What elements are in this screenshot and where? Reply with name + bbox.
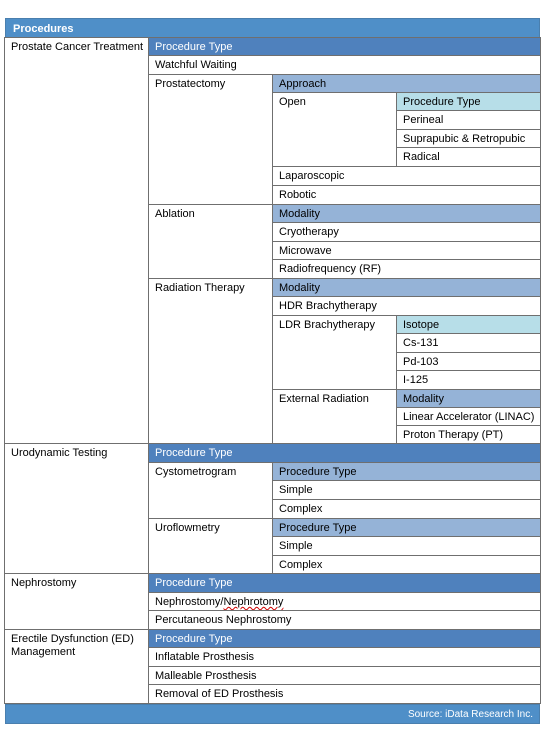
cell-open: Open [272,92,397,167]
cell-suprapubic-retropubic: Suprapubic & Retropubic [396,129,541,148]
header-modality: Modality [272,278,541,297]
group-prostate-cancer-treatment: Prostate Cancer Treatment [4,37,149,444]
cell-complex: Complex [272,555,541,574]
cell-robotic: Robotic [272,185,541,205]
cell-simple: Simple [272,536,541,556]
cell-pd-103: Pd-103 [396,352,541,371]
cell-inflatable-prosthesis: Inflatable Prosthesis [148,647,541,667]
cell-cs-131: Cs-131 [396,333,541,353]
cell-nephrostomy-nephrotomy: Nephrostomy/Nephrotomy [148,592,541,611]
header-modality: Modality [272,204,541,223]
cell-complex: Complex [272,499,541,519]
group-nephrostomy: Nephrostomy [4,573,149,630]
cell-radical: Radical [396,147,541,167]
cell-linac: Linear Accelerator (LINAC) [396,407,541,426]
cell-cryotherapy: Cryotherapy [272,222,541,242]
header-procedure-type: Procedure Type [272,518,541,537]
cell-radiation-therapy: Radiation Therapy [148,278,273,444]
cell-microwave: Microwave [272,241,541,260]
cell-external-radiation: External Radiation [272,389,397,444]
spellcheck-underline: Nephrotomy [223,596,284,608]
procedures-table [5,18,540,724]
cell-uroflowmetry: Uroflowmetry [148,518,273,574]
group-ed-management: Erectile Dysfunction (ED) Management [4,629,149,704]
cell-malleable-prosthesis: Malleable Prosthesis [148,666,541,685]
cell-hdr-brachytherapy: HDR Brachytherapy [272,296,541,316]
header-modality: Modality [396,389,541,408]
cell-prostatectomy: Prostatectomy [148,74,273,205]
group-urodynamic-testing: Urodynamic Testing [4,443,149,574]
cell-proton-therapy: Proton Therapy (PT) [396,425,541,444]
cell-simple: Simple [272,480,541,500]
cell-ldr-brachytherapy: LDR Brachytherapy [272,315,397,390]
cell-watchful-waiting: Watchful Waiting [148,55,541,75]
header-procedure-type: Procedure Type [148,443,541,463]
cell-i-125: I-125 [396,370,541,390]
cell-percutaneous-nephrostomy: Percutaneous Nephrostomy [148,610,541,630]
table-title: Procedures [5,18,540,38]
header-approach: Approach [272,74,541,93]
header-procedure-type: Procedure Type [148,629,541,648]
header-isotope: Isotope [396,315,541,334]
header-procedure-type: Procedure Type [272,462,541,481]
cell-perineal: Perineal [396,110,541,130]
header-procedure-type: Procedure Type [396,92,541,111]
header-procedure-type: Procedure Type [148,37,541,56]
cell-radiofrequency: Radiofrequency (RF) [272,259,541,279]
cell-removal-ed-prosthesis: Removal of ED Prosthesis [148,684,541,704]
cell-laparoscopic: Laparoscopic [272,166,541,186]
source-note: Source: iData Research Inc. [5,704,540,724]
cell-ablation: Ablation [148,204,273,279]
cell-cystometrogram: Cystometrogram [148,462,273,519]
header-procedure-type: Procedure Type [148,573,541,593]
